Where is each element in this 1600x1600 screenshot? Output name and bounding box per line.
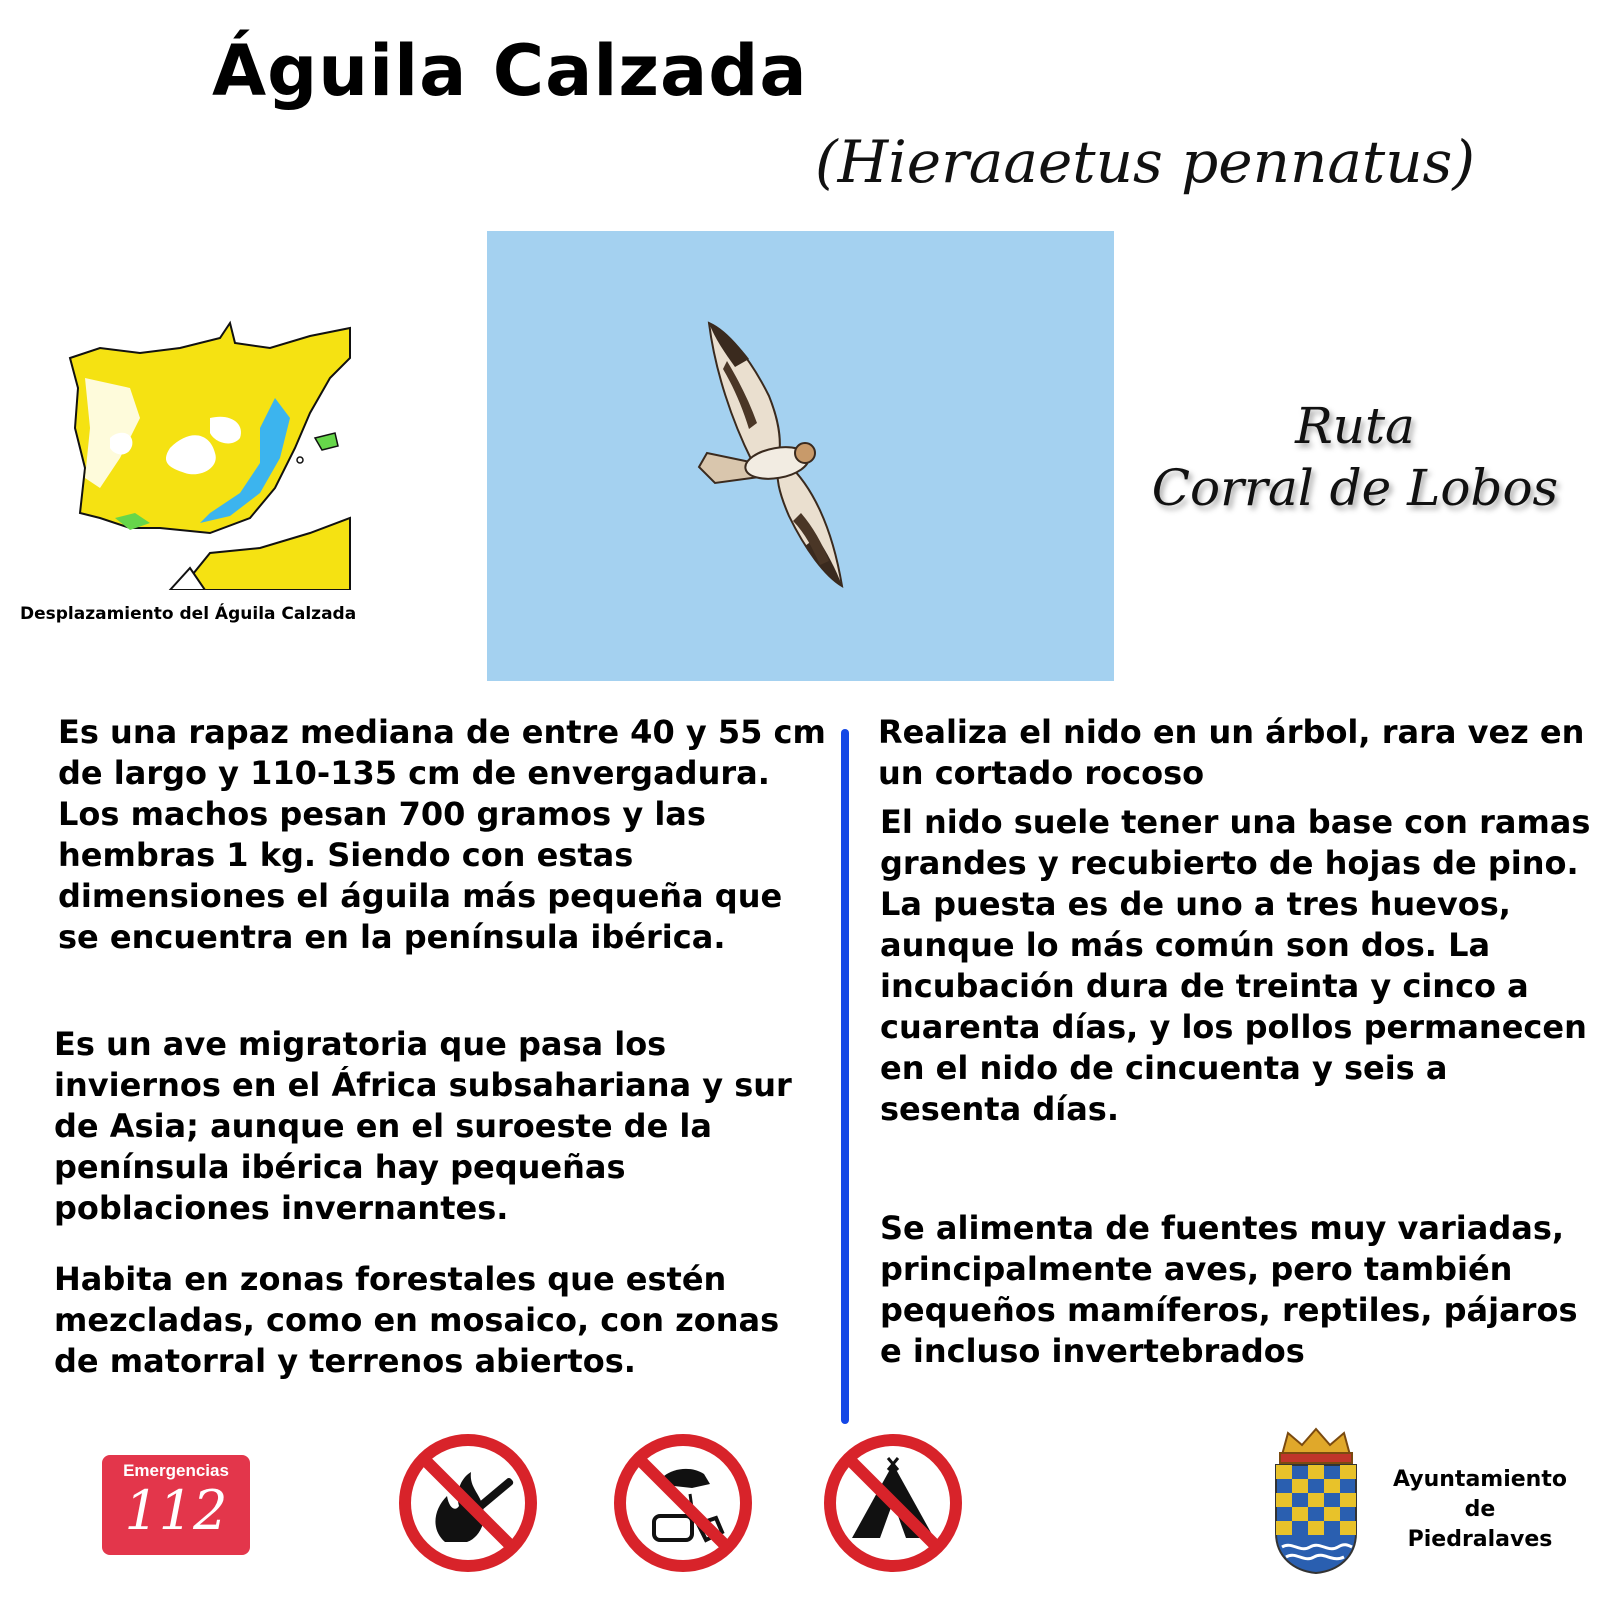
left-paragraph-habitat: Habita en zonas forestales que estén mezcladas, como en mosaico, con zonas de matorral y terrenos abiertos. (54, 1260, 780, 1380)
emergency-number: 112 (124, 1479, 228, 1542)
left-paragraph-migration: Es un ave migratoria que pasa los inviernos en el África subsahariana y sur de Asia; aunque en el suroeste de la península ibérica hay pequeñas poblaciones invernantes. (54, 1025, 792, 1227)
council-line1: Ayuntamiento (1393, 1467, 1567, 1492)
right-paragraph-nest-location: Realiza el nido en un árbol, rara vez en un cortado rocoso (878, 713, 1585, 792)
distribution-map (60, 318, 360, 590)
page-title: Águila Calzada (212, 30, 808, 112)
no-litter-icon (612, 1432, 754, 1574)
map-caption: Desplazamiento del Águila Calzada (20, 604, 357, 624)
map-islands (315, 433, 338, 450)
council-line3: Piedralaves (1407, 1527, 1553, 1552)
emergency-112-badge (102, 1455, 250, 1555)
eagle-photo (487, 231, 1114, 681)
checkered-pattern (1276, 1465, 1356, 1535)
right-paragraph-nest: El nido suele tener una base con ramas grandes y recubierto de hojas de pino. La puesta es de uno a tres huevos, aunque lo más común son dos. La incubación dura de treinta y cinco a cuarenta días, y los pollos permanecen en el nido de cincuenta y seis a sesenta días. (880, 803, 1591, 1128)
emergency-label: Emergencias (123, 1461, 229, 1480)
map-island (297, 457, 303, 463)
route-name (1135, 395, 1575, 519)
left-paragraph-size: Es una rapaz mediana de entre 40 y 55 cm de largo y 110-135 cm de envergadura. Los machos pesan 700 gramos y las hembras 1 kg. Siendo con estas dimensiones el águila más pequeña que se encuentra en la península ibérica. (58, 713, 826, 956)
coat-of-arms (1268, 1425, 1364, 1575)
council-line2: de (1464, 1497, 1496, 1522)
right-paragraph-diet: Se alimenta de fuentes muy variadas, principalmente aves, pero también pequeños mamíferos, reptiles, pájaros e incluso invertebrados (880, 1209, 1578, 1370)
no-camping-icon (822, 1432, 964, 1574)
route-line2: Corral de Lobos (1151, 459, 1559, 517)
column-divider (841, 729, 849, 1424)
scientific-name: (Hieraaetus pennatus) (815, 128, 1475, 196)
council-name (1370, 1465, 1590, 1555)
no-fire-icon (397, 1432, 539, 1574)
route-line1: Ruta (1295, 397, 1415, 455)
